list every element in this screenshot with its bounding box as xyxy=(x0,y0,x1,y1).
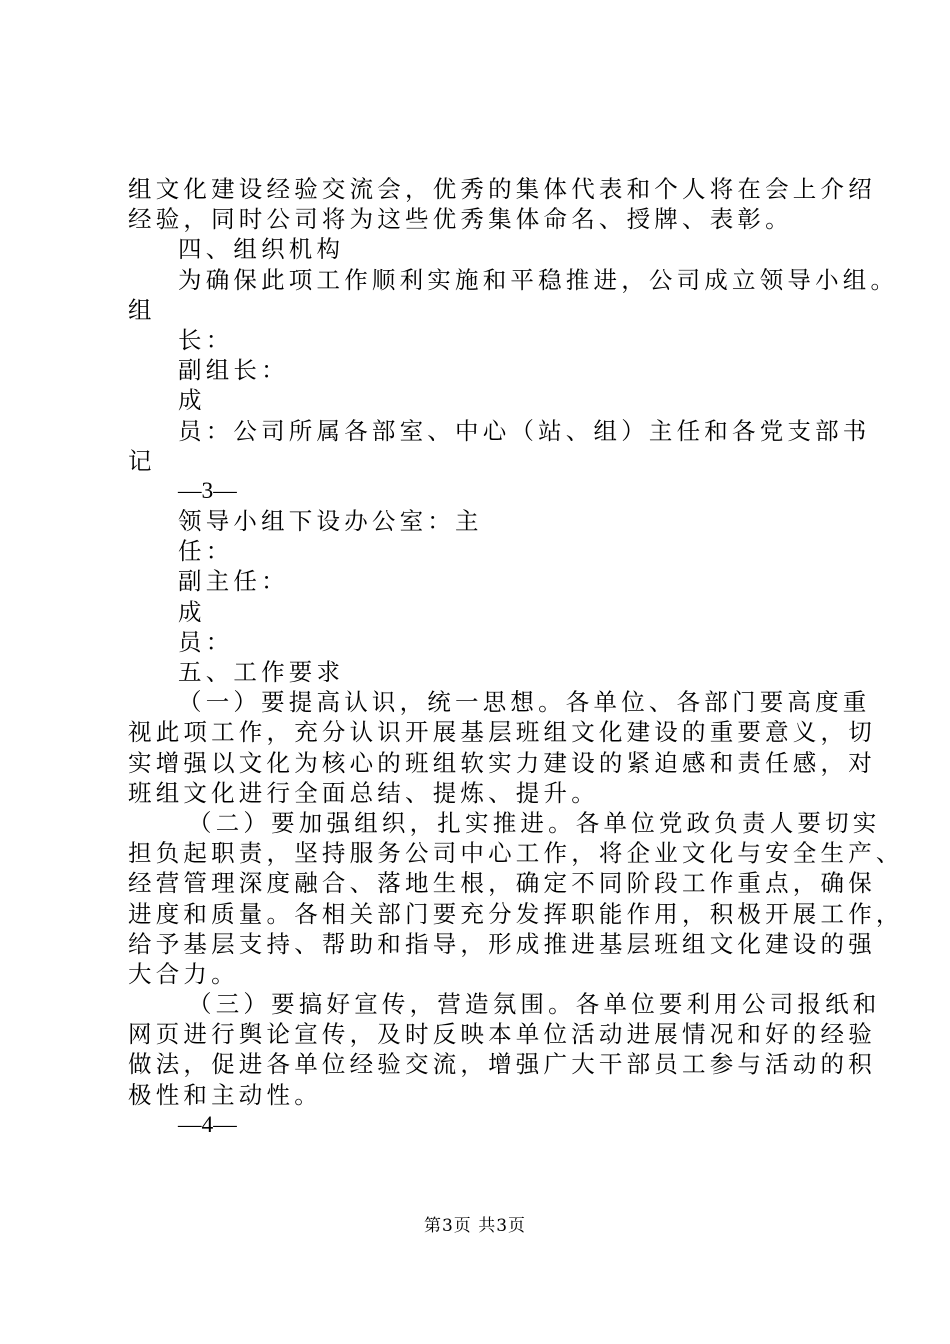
text-line: 成 xyxy=(178,386,206,415)
text-line: 长： xyxy=(178,325,234,354)
text-line: 网页进行舆论宣传，及时反映本单位活动进展情况和好的经验 xyxy=(128,1020,876,1049)
text-line: 成 xyxy=(178,597,206,626)
text-line: 实增强以文化为核心的班组软实力建设的紧迫感和责任感，对 xyxy=(128,748,876,777)
text-line: 极性和主动性。 xyxy=(128,1080,322,1109)
text-line: 进度和质量。各相关部门要充分发挥职能作用，积极开展工作， xyxy=(128,899,904,928)
inline-page-number: —4— xyxy=(178,1111,237,1138)
text-line: 做法，促进各单位经验交流，增强广大干部员工参与活动的积 xyxy=(128,1050,876,1079)
page-footer: 第3页 共3页 xyxy=(423,1216,527,1236)
text-line: 经营管理深度融合、落地生根，确定不同阶段工作重点，确保 xyxy=(128,869,876,898)
text-line: （一）要提高认识，统一思想。各单位、各部门要高度重 xyxy=(178,688,871,717)
text-line: 为确保此项工作顺利实施和平稳推进，公司成立领导小组。 xyxy=(178,265,899,294)
text-line: 员：公司所属各部室、中心（站、组）主任和各党支部书 xyxy=(178,416,871,445)
section-heading: 五、工作要求 xyxy=(178,658,345,686)
text-line: 视此项工作，充分认识开展基层班组文化建设的重要意义，切 xyxy=(128,718,876,747)
text-line: 大合力。 xyxy=(128,959,239,988)
text-line: 经验，同时公司将为这些优秀集体命名、授牌、表彰。 xyxy=(128,205,793,234)
document-body xyxy=(128,174,904,1140)
text-line: 任： xyxy=(178,537,234,566)
text-line: （二）要加强组织，扎实推进。各单位党政负责人要切实 xyxy=(188,808,881,837)
text-line: 担负起职责，坚持服务公司中心工作，将企业文化与安全生产、 xyxy=(128,839,904,868)
inline-page-number: —3— xyxy=(178,477,237,504)
text-line: 组文化建设经验交流会，优秀的集体代表和个人将在会上介绍 xyxy=(128,175,876,203)
text-line: 记 xyxy=(128,446,156,475)
text-line: （三）要搞好宣传，营造氛围。各单位要利用公司报纸和 xyxy=(188,990,881,1019)
text-line: 组 xyxy=(128,295,156,324)
text-line: 副组长： xyxy=(178,356,289,385)
text-line: 给予基层支持、帮助和指导，形成推进基层班组文化建设的强 xyxy=(128,929,876,958)
text-line: 副主任： xyxy=(178,567,289,596)
section-heading: 四、组织机构 xyxy=(178,235,345,264)
text-line: 员： xyxy=(178,627,234,656)
text-line: 领导小组下设办公室：主 xyxy=(178,507,483,536)
text-line: 班组文化进行全面总结、提炼、提升。 xyxy=(128,778,599,807)
